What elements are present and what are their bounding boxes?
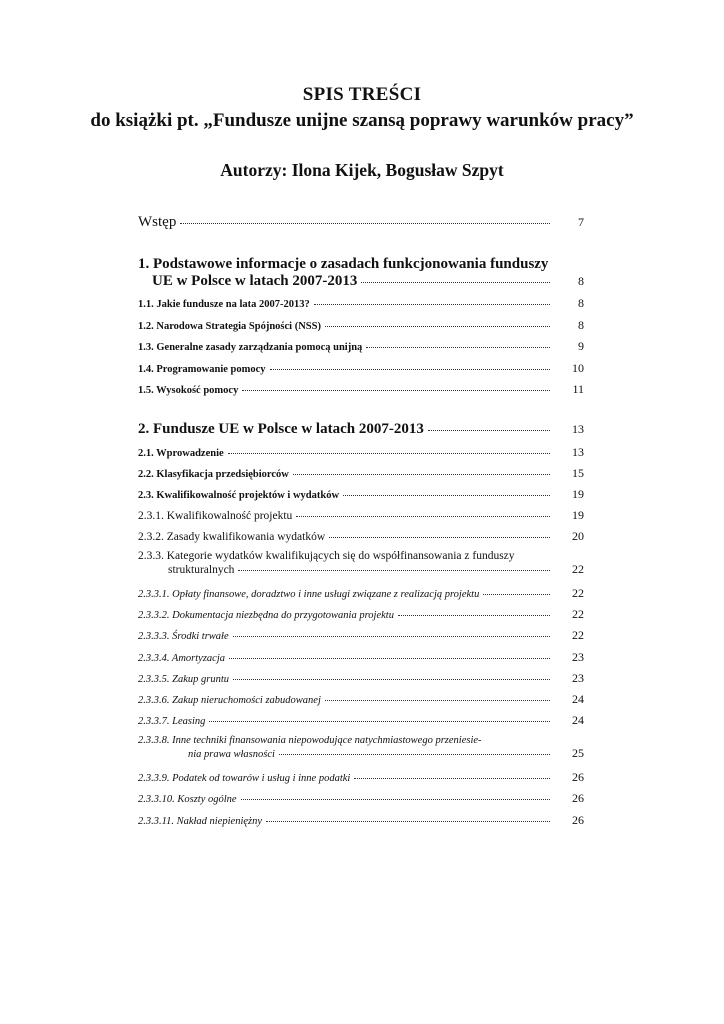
toc-entry-page: 26 <box>572 770 584 784</box>
leader-dots <box>325 700 550 701</box>
toc-entry-label: 2.3.1. Kwalifikowalność projektu <box>138 510 293 522</box>
toc-entry-label: 2.3.2. Zasady kwalifikowania wydatków <box>138 531 326 543</box>
toc-entry-label: 2.3.3.6. Zakup nieruchomości zabudowanej <box>138 695 321 706</box>
leader-dots <box>361 282 550 283</box>
toc-entry-label: 2. Fundusze UE w Polsce w latach 2007-2013 <box>138 421 424 437</box>
toc-entry <box>138 256 584 290</box>
toc-entry-page: 11 <box>572 382 584 396</box>
leader-dots <box>314 304 550 305</box>
toc-entry <box>138 671 584 686</box>
page-title: SPIS TREŚCI <box>302 84 422 105</box>
toc-entry <box>138 508 584 523</box>
toc-entry-page: 20 <box>572 529 584 543</box>
leader-dots <box>296 516 550 517</box>
toc-entry-page: 8 <box>578 274 584 288</box>
toc-entry-label: 2.3.3.5. Zakup gruntu <box>138 674 230 685</box>
toc-entry-page: 10 <box>572 361 584 375</box>
toc-entry-label: 2.3.3.8. Inne techniki finansowania niepowodujące natychmiastowego przeniesie- <box>138 735 482 746</box>
leader-dots <box>483 594 550 595</box>
leader-dots <box>209 721 550 722</box>
toc-entry-label: 1.3. Generalne zasady zarządzania pomocą unijną <box>138 342 363 353</box>
toc-entry-label: 2.3.3.2. Dokumentacja niezbędna do przygotowania projektu <box>138 610 394 621</box>
toc-entry-label: 1.4. Programowanie pomocy <box>138 364 266 375</box>
toc-entry-label: 2.3.3.10. Koszty ogólne <box>138 794 237 805</box>
toc-entry <box>138 382 584 397</box>
toc-entry-label: 1.5. Wysokość pomocy <box>138 385 239 396</box>
leader-dots <box>180 223 550 224</box>
toc-entry-page: 22 <box>572 628 584 642</box>
toc-entry-label: 2.3.3. Kategorie wydatków kwalifikujących się do współfinansowania z funduszy <box>138 550 515 562</box>
toc-entry-label: 2.2. Klasyfikacja przedsiębiorców <box>138 469 289 480</box>
toc-entry <box>138 296 584 311</box>
toc-entry <box>138 607 584 622</box>
toc-entry-page: 24 <box>572 692 584 706</box>
toc-entry-page: 7 <box>578 215 584 229</box>
toc-entry <box>138 550 584 577</box>
leader-dots <box>270 369 550 370</box>
toc-entry-label: 2.3.3.9. Podatek od towarów i usług i inne podatki <box>138 773 351 784</box>
toc-entry-label: 2.3.3.11. Nakład niepieniężny <box>138 816 263 827</box>
toc-entry-page: 22 <box>572 607 584 621</box>
toc-entry <box>138 487 584 502</box>
leader-dots <box>266 821 550 822</box>
toc-entry-page: 24 <box>572 713 584 727</box>
toc-entry <box>138 770 584 785</box>
toc-entry-label: 2.3.3.7. Leasing <box>138 716 206 727</box>
toc-entry-page: 13 <box>572 445 584 459</box>
toc-entry <box>138 735 584 761</box>
toc-entry <box>138 586 584 601</box>
toc-entry-page: 19 <box>572 508 584 522</box>
toc-entry-page: 8 <box>578 318 584 332</box>
toc-entry <box>138 339 584 354</box>
toc-entry-label-continued: strukturalnych <box>168 564 235 576</box>
leader-dots <box>329 537 550 538</box>
toc-entry-page: 13 <box>572 422 584 436</box>
leader-dots <box>293 474 550 475</box>
toc-entry-label-continued: UE w Polsce w latach 2007-2013 <box>152 273 358 289</box>
toc-entry <box>138 361 584 376</box>
toc-entry-page: 8 <box>578 296 584 310</box>
toc-entry-label: 1.1. Jakie fundusze na lata 2007-2013? <box>138 299 310 310</box>
toc-entry-label: 2.1. Wprowadzenie <box>138 448 224 459</box>
leader-dots <box>233 636 550 637</box>
leader-dots <box>343 495 550 496</box>
toc-entry <box>138 650 584 665</box>
toc-entry-page: 19 <box>572 487 584 501</box>
leader-dots <box>354 778 550 779</box>
leader-dots <box>242 390 550 391</box>
toc-entry-page: 26 <box>572 813 584 827</box>
toc-entry-label: 2.3.3.1. Opłaty finansowe, doradztwo i inne usługi związane z realizacją projektu <box>138 589 480 600</box>
leader-dots <box>279 754 550 755</box>
toc-entry-page: 23 <box>572 650 584 664</box>
leader-dots <box>366 347 550 348</box>
leader-dots <box>241 799 550 800</box>
toc-entry-page: 23 <box>572 671 584 685</box>
toc-entry-label: 2.3.3.3. Środki trwałe <box>138 631 229 642</box>
toc-entry-label: Wstęp <box>138 214 177 230</box>
toc-entry-label-continued: nia prawa własności <box>188 749 275 760</box>
toc-entry <box>138 628 584 643</box>
toc-entry <box>138 421 584 438</box>
toc-entry <box>138 713 584 728</box>
toc-entry-label: 1. Podstawowe informacje o zasadach funkcjonowania funduszy <box>138 256 549 272</box>
leader-dots <box>228 453 550 454</box>
book-title: do książki pt. „Fundusze unijne szansą poprawy warunków pracy” <box>90 110 634 131</box>
leader-dots <box>233 679 550 680</box>
leader-dots <box>238 570 550 571</box>
leader-dots <box>398 615 550 616</box>
toc-entry <box>138 692 584 707</box>
toc-entry <box>138 813 584 828</box>
toc-entry <box>138 445 584 460</box>
toc-entry-label: 1.2. Narodowa Strategia Spójności (NSS) <box>138 321 321 332</box>
toc-entry-label: 2.3.3.4. Amortyzacja <box>138 653 226 664</box>
leader-dots <box>325 326 550 327</box>
toc-entry-page: 26 <box>572 791 584 805</box>
toc-entry <box>138 214 584 231</box>
leader-dots <box>428 430 550 431</box>
toc-entry <box>138 529 584 544</box>
authors-line: Autorzy: Ilona Kijek, Bogusław Szpyt <box>220 160 504 180</box>
toc-entry-page: 25 <box>572 746 584 760</box>
toc-entry <box>138 318 584 333</box>
toc-entry-page: 15 <box>572 466 584 480</box>
toc-entry-page: 22 <box>572 562 584 576</box>
leader-dots <box>229 658 550 659</box>
toc-entry-label: 2.3. Kwalifikowalność projektów i wydatków <box>138 490 340 501</box>
toc-entry-page: 9 <box>578 339 584 353</box>
toc-entry <box>138 466 584 481</box>
toc-entry <box>138 791 584 806</box>
toc-entry-page: 22 <box>572 586 584 600</box>
